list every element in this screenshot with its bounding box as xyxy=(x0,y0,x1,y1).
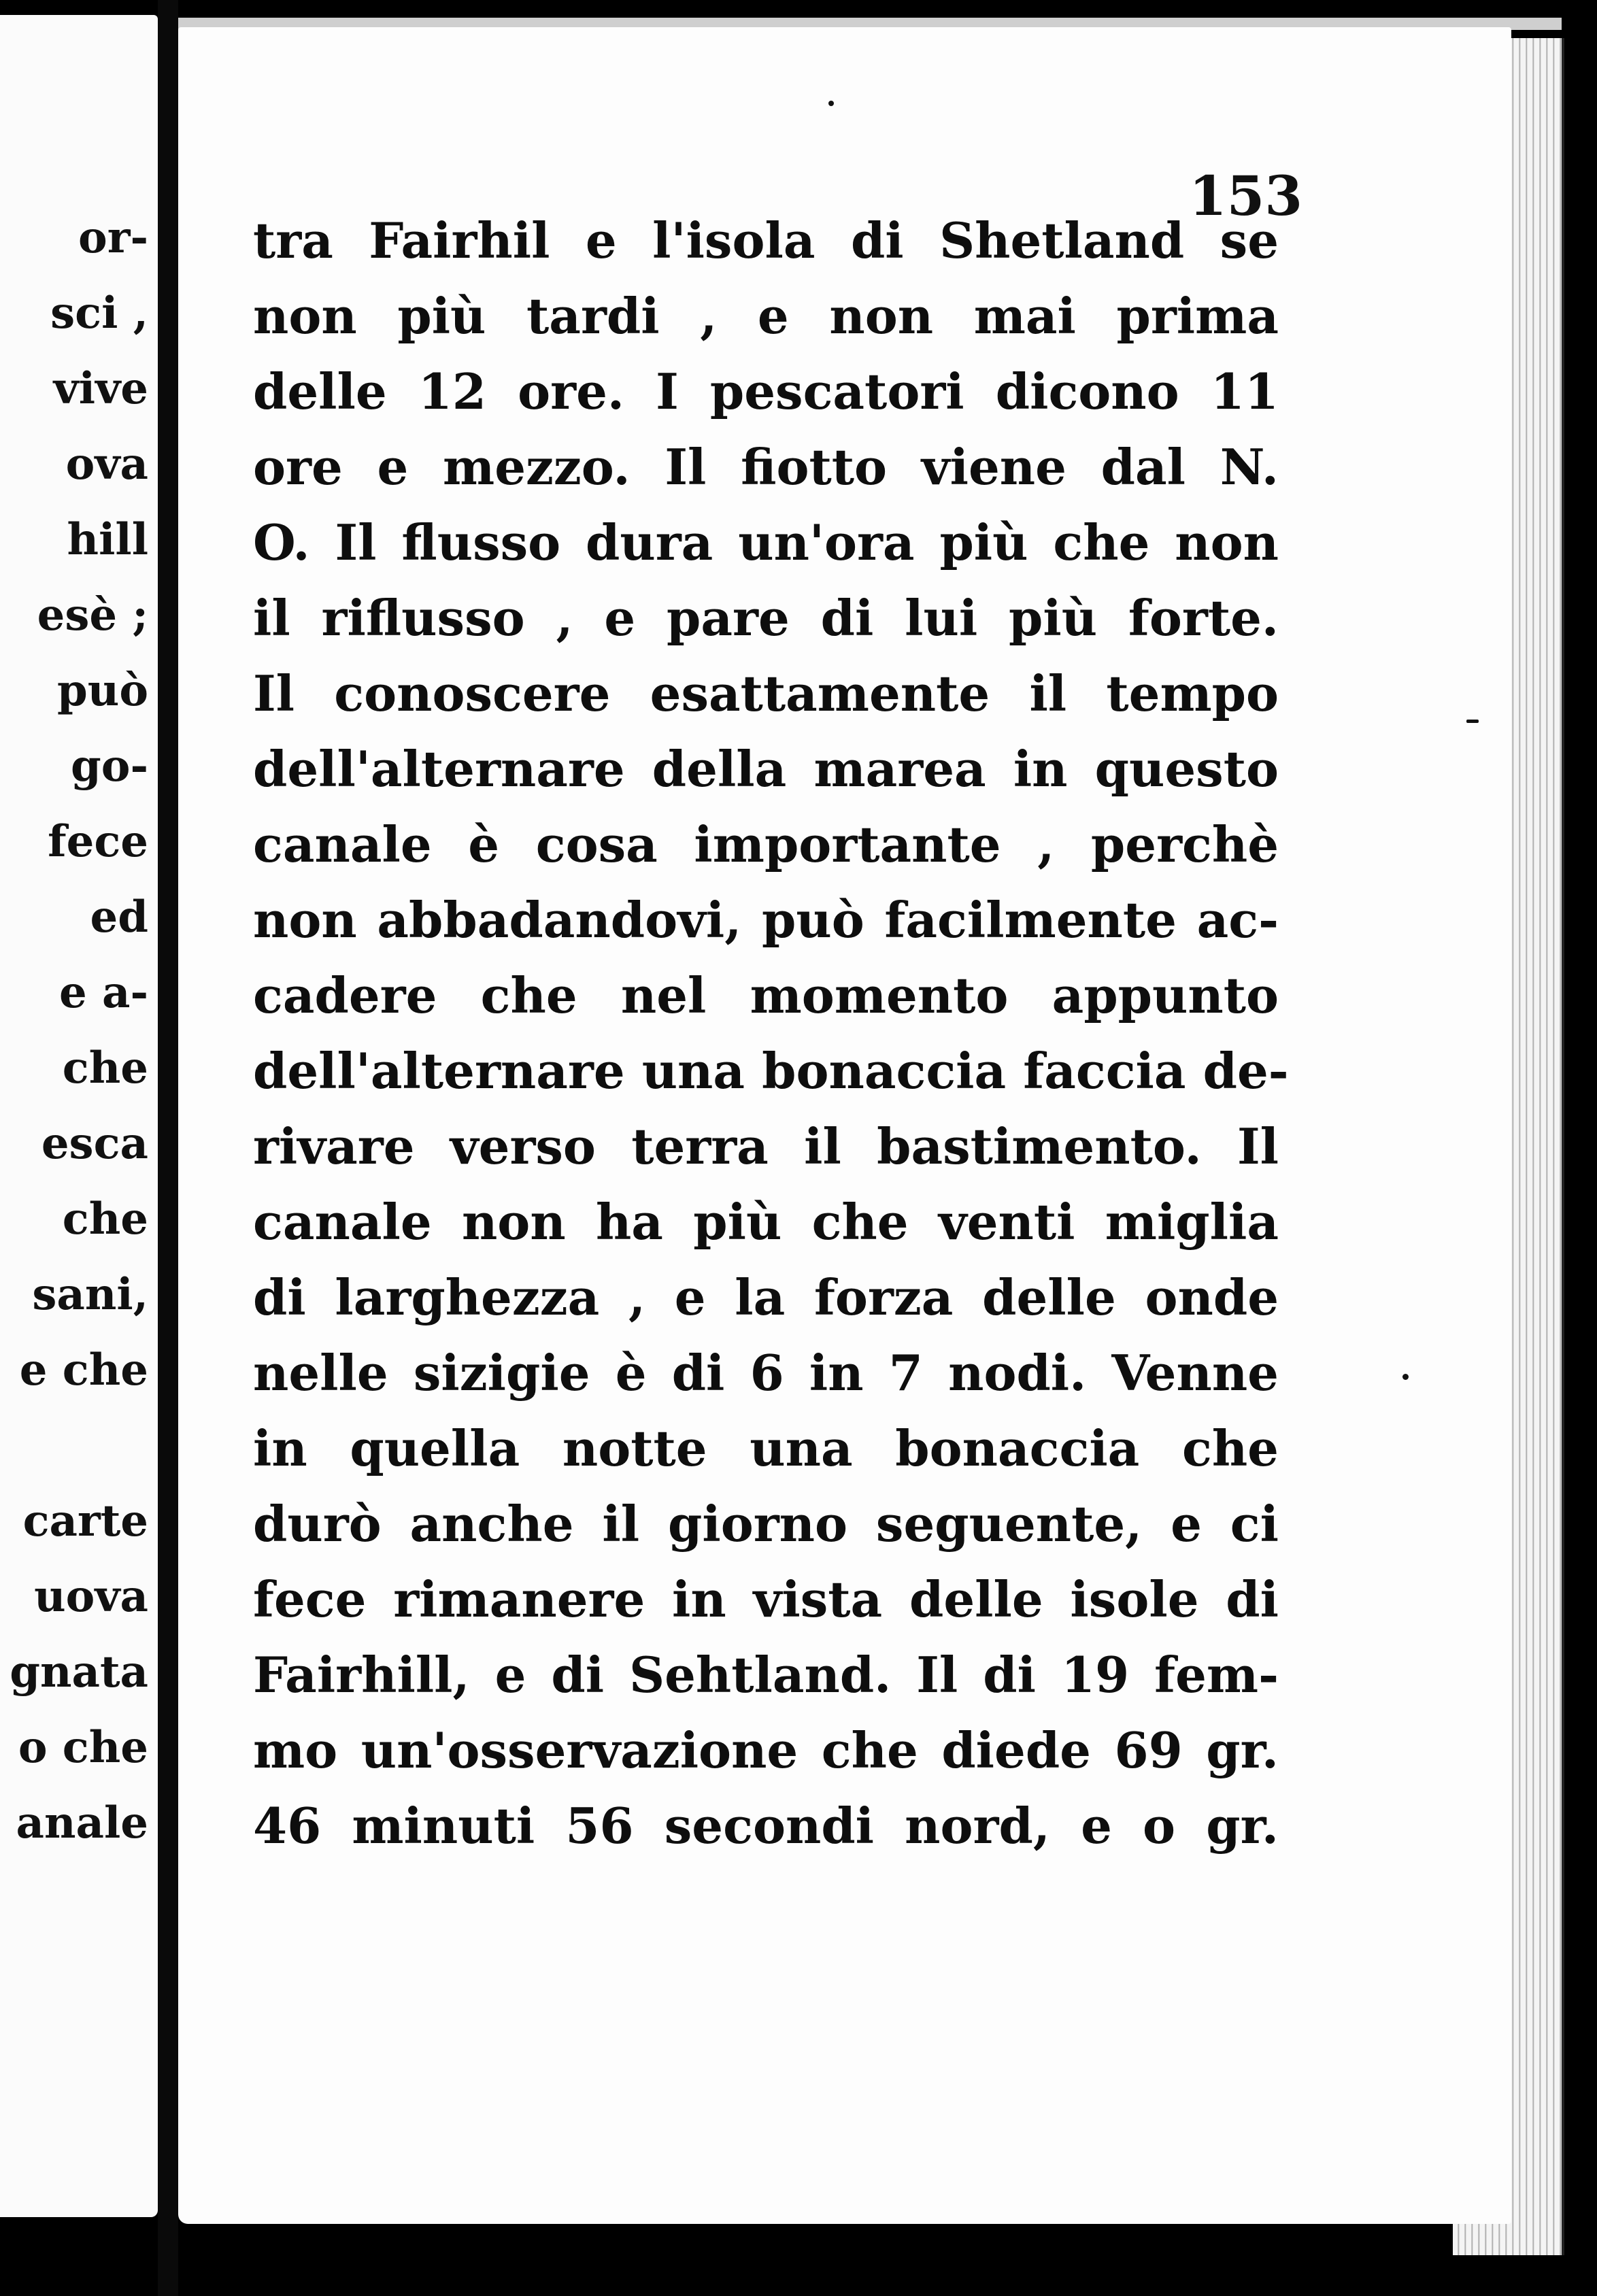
ink-speck xyxy=(1402,1374,1409,1380)
left-page-fragment: che xyxy=(62,1043,148,1094)
left-page-fragment: uova xyxy=(34,1571,148,1622)
left-page-fragment: esca xyxy=(41,1118,148,1169)
text-line: Fairhill, e di Sehtland. Il di 19 fem- xyxy=(253,1646,1279,1704)
text-line: di larghezza , e la forza delle onde xyxy=(253,1268,1279,1326)
text-line: delle 12 ore. I pescatori dicono 11 xyxy=(253,362,1279,420)
ink-speck xyxy=(1466,720,1479,723)
text-line: fece rimanere in vista delle isole di xyxy=(253,1570,1279,1628)
text-line: tra Fairhil e l'isola di Shetland se xyxy=(253,212,1279,269)
text-line: non più tardi , e non mai prima xyxy=(253,287,1279,345)
left-page-fragment: esè ; xyxy=(37,590,148,641)
left-page-fragment: che xyxy=(62,1194,148,1245)
text-line: Il conoscere esattamente il tempo xyxy=(253,664,1279,722)
text-line: dell'alternare una bonaccia faccia de- xyxy=(253,1042,1289,1100)
left-page-fragment: e a- xyxy=(58,967,148,1018)
text-line: rivare verso terra il bastimento. Il xyxy=(253,1117,1279,1175)
left-page-fragment: ed xyxy=(90,892,148,943)
left-page-fragment: go- xyxy=(71,741,148,792)
text-line: dell'alternare della marea in questo xyxy=(253,740,1279,798)
left-page-fragment: vive xyxy=(53,363,148,414)
left-page-fragment: sani, xyxy=(32,1269,148,1320)
text-line: canale non ha più che venti miglia xyxy=(253,1193,1279,1251)
book-gutter xyxy=(158,0,178,2296)
left-page-fragment: or- xyxy=(78,212,148,263)
left-page-fragment: fece xyxy=(48,816,148,867)
left-page-fragment: anale xyxy=(16,1797,148,1848)
text-line: cadere che nel momento appunto xyxy=(253,966,1279,1024)
text-line: non abbadandovi, può facilmente ac- xyxy=(253,891,1279,949)
left-page-fragment: carte xyxy=(22,1496,148,1547)
text-line: il riflusso , e pare di lui più forte. xyxy=(253,589,1279,647)
left-page-fragment: e che xyxy=(19,1345,148,1396)
text-line: nelle sizigie è di 6 in 7 nodi. Venne xyxy=(253,1344,1279,1402)
left-page-fragment: sci , xyxy=(50,288,148,339)
left-page-fragment: hill xyxy=(67,514,148,565)
text-line: canale è cosa importante , perchè xyxy=(253,815,1279,873)
left-page-fragment: o che xyxy=(18,1722,148,1773)
text-line: mo un'osservazione che diede 69 gr. xyxy=(253,1721,1279,1779)
text-line: 46 minuti 56 secondi nord, e o gr. xyxy=(253,1797,1279,1855)
left-page xyxy=(0,15,158,2217)
text-line: O. Il flusso dura un'ora più che non xyxy=(253,513,1279,571)
text-line: in quella notte una bonaccia che xyxy=(253,1419,1279,1477)
text-line: ore e mezzo. Il fiotto viene dal N. xyxy=(253,438,1279,496)
page-number: 153 xyxy=(1189,164,1302,228)
left-page-fragment: può xyxy=(57,665,148,716)
ink-speck xyxy=(828,101,834,106)
left-page-fragment: gnata xyxy=(10,1647,148,1698)
left-page-fragment: ova xyxy=(65,439,148,490)
text-line: durò anche il giorno seguente, e ci xyxy=(253,1495,1279,1553)
